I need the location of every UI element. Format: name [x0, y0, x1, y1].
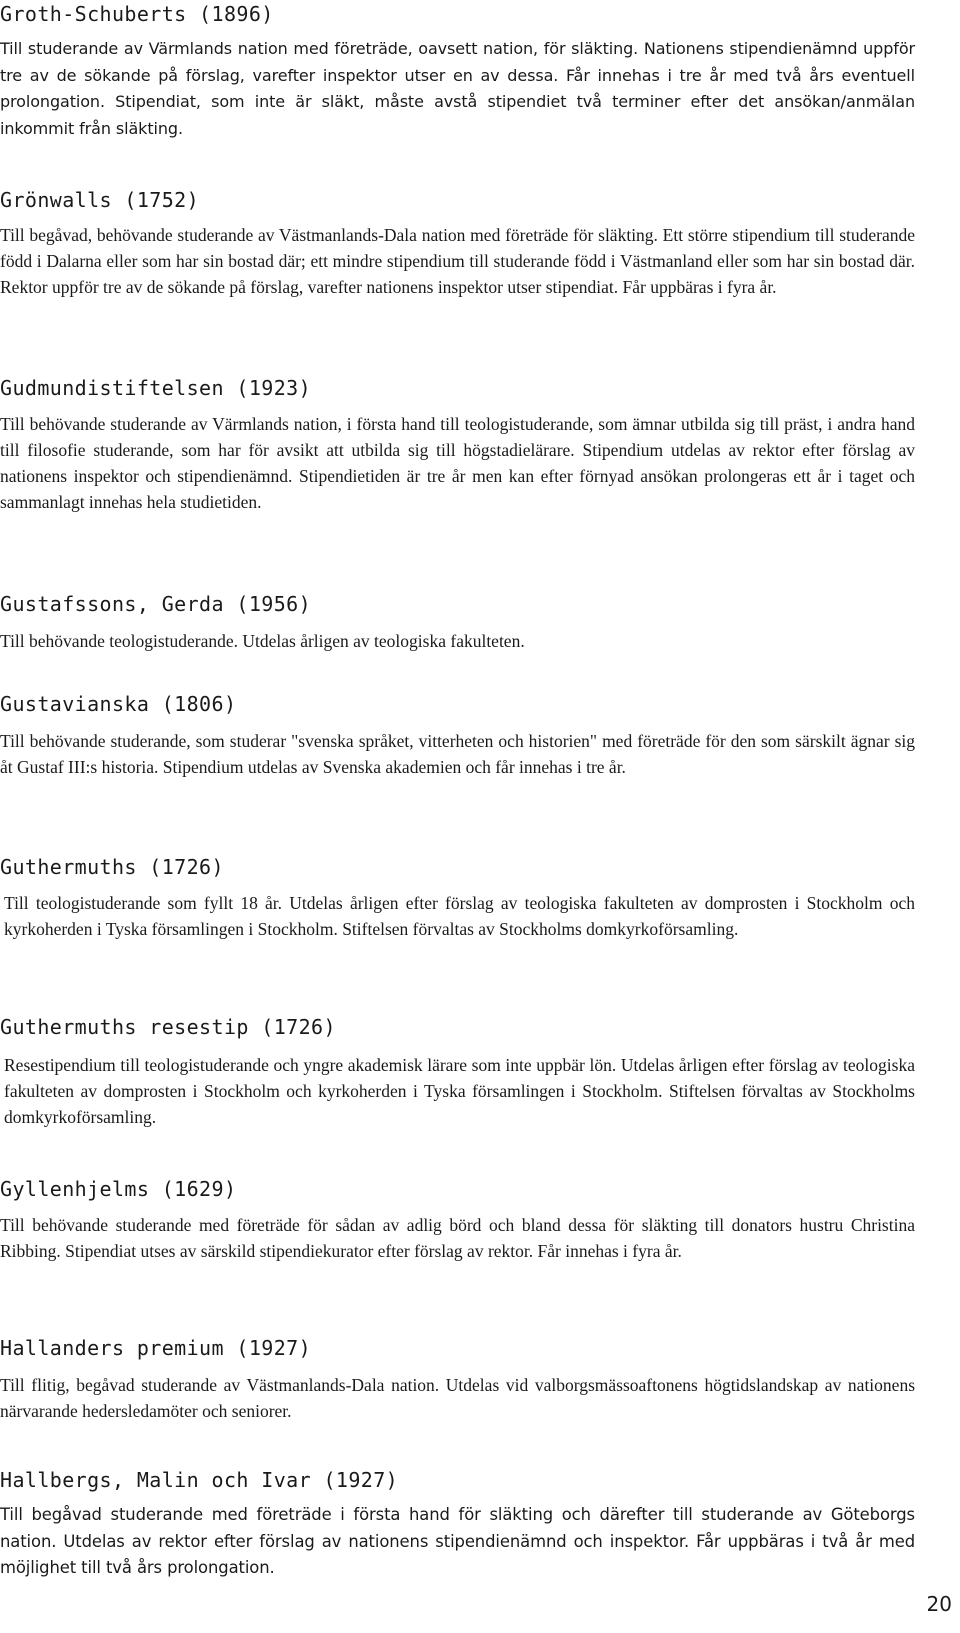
entry-text: Resestipendium till teologistuderande och yngre akademisk lärare som inte uppbär lön. Utdelas årligen efter förslag av teologiska fakulteten av domprosten i Stockholm och kyrkoherden i Tyska församlingen i Stockholm. Stiftelsen förvaltas av Stockholms domkyrkoförsamling.	[4, 1055, 915, 1127]
entry-title: Guthermuths (1726)	[0, 855, 224, 879]
entry-title: Gustavianska (1806)	[0, 692, 237, 716]
entry-text: Till behövande studerande med företräde för sådan av adlig börd och bland dessa för släkting till donators hustru Christina Ribbing. Stipendiat utses av särskild stipendiekurator efter förslag av rektor. Får innehas i fyra år.	[0, 1215, 915, 1261]
entry-text: Till flitig, begåvad studerande av Västmanlands-Dala nation. Utdelas vid valborgsmässoaftonens högtidslandskap av nationens närvarande hedersledamöter och seniorer.	[0, 1375, 915, 1421]
entry-text: Till begåvad studerande med företräde i första hand för släkting och därefter till studerande av Göteborgs nation. Utdelas av rektor efter förslag av nationens stipendienämnd och inspektor. Får uppbäras i två år med möjlighet till två års prolongation.	[0, 1505, 915, 1577]
entry-title: Groth-Schuberts (1896)	[0, 2, 274, 26]
entry-text: Till behövande studerande av Värmlands nation, i första hand till teologistuderande, som ämnar utbilda sig till präst, i andra hand till filosofie studerande, som har för avsikt att utbilda sig till högstadielärare. Stipendium utdelas av rektor efter förslag av nationens inspektor och stipendienämnd. Stipendietiden är tre år men kan efter förnyad ansökan prolongeras ett år i taget och sammanlagt innehas hela studietiden.	[0, 414, 915, 512]
entry-text: Till teologistuderande som fyllt 18 år. Utdelas årligen efter förslag av teologiska fakulteten av domprosten i Stockholm och kyrkoherden i Tyska församlingen i Stockholm. Stiftelsen förvaltas av Stockholms domkyrkoförsamling.	[4, 893, 915, 939]
entry-text: Till begåvad, behövande studerande av Västmanlands-Dala nation med företräde för släkting. Ett större stipendium till studerande född i Dalarna eller som har sin bostad där; ett mindre stipendium till studerande född i Västmanland eller som har sin bostad där. Rektor uppför tre av de sökande på förslag, varefter nationens inspektor utser stipendiat. Får uppbäras i fyra år.	[0, 225, 915, 297]
entry-title: Guthermuths resestip (1726)	[0, 1015, 336, 1039]
entry-title: Hallbergs, Malin och Ivar (1927)	[0, 1468, 399, 1492]
page-number: 20	[926, 1592, 952, 1616]
entry-title: Gustafssons, Gerda (1956)	[0, 592, 312, 616]
entry-title: Gyllenhjelms (1629)	[0, 1177, 237, 1201]
entry-text: Till behövande studerande, som studerar "svenska språket, vitterheten och historien" med företräde för den som särskilt ägnar sig åt Gustaf III:s historia. Stipendium utdelas av Svenska akademien och får innehas i tre år.	[0, 731, 915, 777]
entry-text: Till behövande teologistuderande. Utdelas årligen av teologiska fakulteten.	[0, 631, 525, 651]
entry-title: Grönwalls (1752)	[0, 188, 200, 212]
entry-title: Gudmundistiftelsen (1923)	[0, 376, 312, 400]
entry-text: Till studerande av Värmlands nation med företräde, oavsett nation, för släkting. Nationens stipendienämnd uppför tre av de sökande på förslag, varefter inspektor utser en av dessa. Får innehas i tre år med två års eventuell prolongation. Stipendiat, som inte är släkt, måste avstå stipendiet två terminer efter det ansökan/anmälan inkommit från släkting.	[0, 39, 915, 138]
entry-title: Hallanders premium (1927)	[0, 1336, 312, 1360]
